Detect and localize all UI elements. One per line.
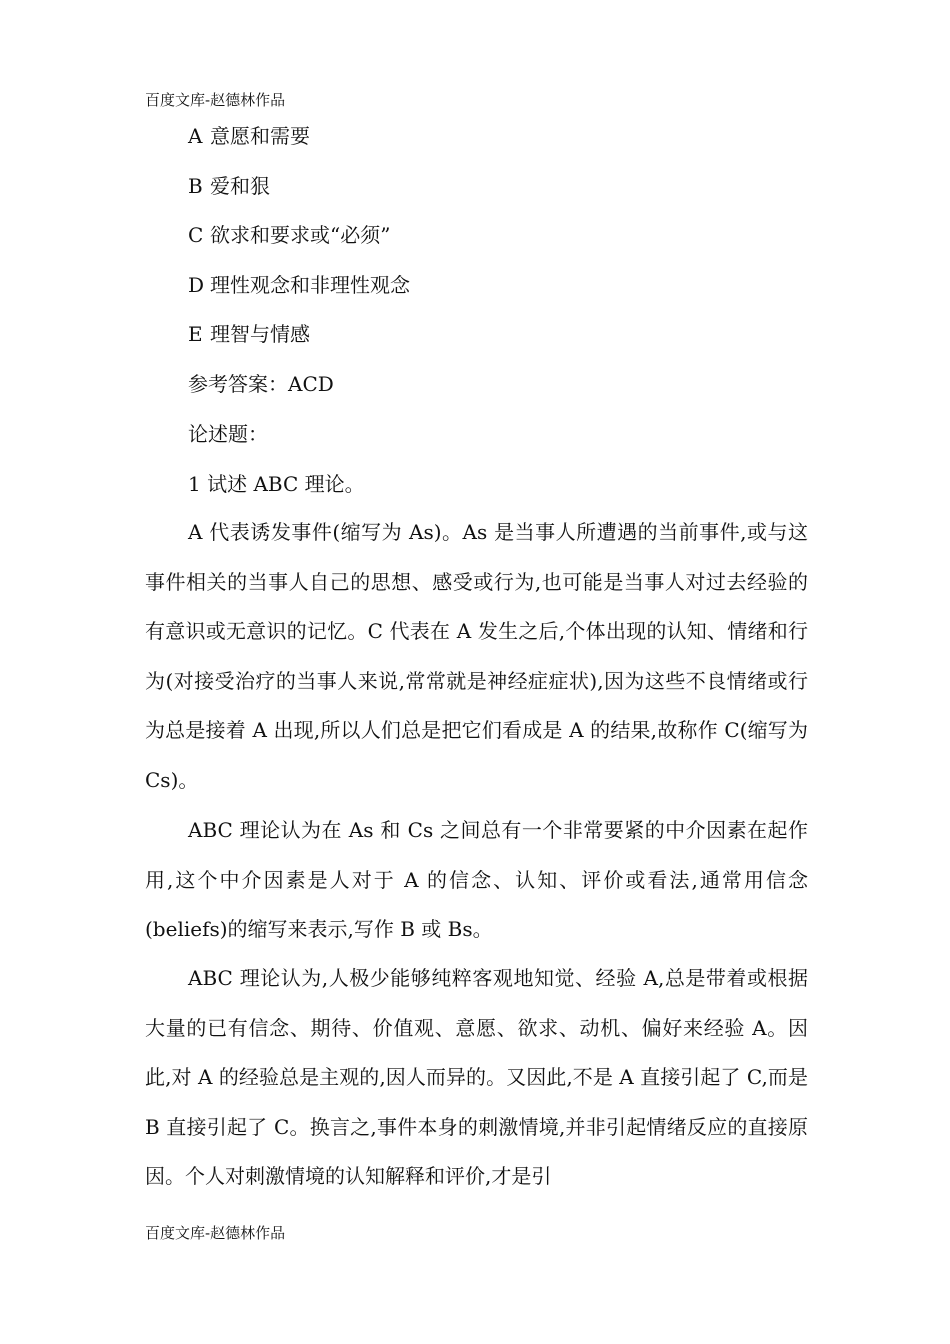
option-letter: D: [188, 273, 205, 297]
option-letter: E: [188, 322, 203, 346]
option-text: 理性观念和非理性观念: [210, 273, 410, 297]
option-text: 爱和狠: [210, 174, 270, 198]
option-c: [188, 222, 390, 248]
option-text: 意愿和需要: [210, 124, 310, 148]
option-text: 理智与情感: [210, 322, 310, 346]
option-letter: C: [188, 223, 204, 247]
paragraph-2: ABC 理论认为在 As 和 Cs 之间总有一个非常要紧的中介因素在起作用,这个中介因素是人对于 A 的信念、认知、评价或看法,通常用信念(beliefs)的缩写来表示,写作 B 或 Bs。: [145, 818, 808, 941]
option-d: [188, 272, 410, 298]
option-letter: B: [188, 174, 203, 198]
option-a: [188, 123, 310, 149]
paragraph-3: ABC 理论认为,人极少能够纯粹客观地知觉、经验 A,总是带着或根据大量的已有信念、期待、价值观、意愿、欲求、动机、偏好来经验 A。因此,对 A 的经验总是主观的,因人而异的。又因此,不是 A 直接引起了 C,而是 B 直接引起了 C。换言之,事件本身的刺激情境,并非引起情绪反应的直接原因。个人对刺激情境的认知解释和评价,才是引: [145, 966, 808, 1188]
section-title: 论述题：: [188, 422, 268, 446]
paragraph-1: A 代表诱发事件(缩写为 As)。As 是当事人所遭遇的当前事件,或与这事件相关的当事人自己的思想、感受或行为,也可能是当事人对过去经验的有意识或无意识的记忆。C 代表在 A 发生之后,个体出现的认知、情绪和行为(对接受治疗的当事人来说,常常就是神经症症状),因为这些不良情绪或行为总是接着 A 出现,所以人们总是把它们看成是 A 的结果,故称作 C(缩写为 Cs)。: [145, 520, 808, 792]
option-letter: A: [188, 124, 203, 148]
page-header: 百度文库-赵德林作品: [145, 91, 286, 109]
question-text: 1 试述 ABC 理论。: [188, 472, 365, 496]
reference-answer: 参考答案：ACD: [188, 372, 334, 396]
page-footer: 百度文库-赵德林作品: [145, 1224, 286, 1242]
option-b: [188, 173, 270, 199]
option-e: [188, 321, 310, 347]
option-text: 欲求和要求或“必须”: [210, 223, 391, 247]
